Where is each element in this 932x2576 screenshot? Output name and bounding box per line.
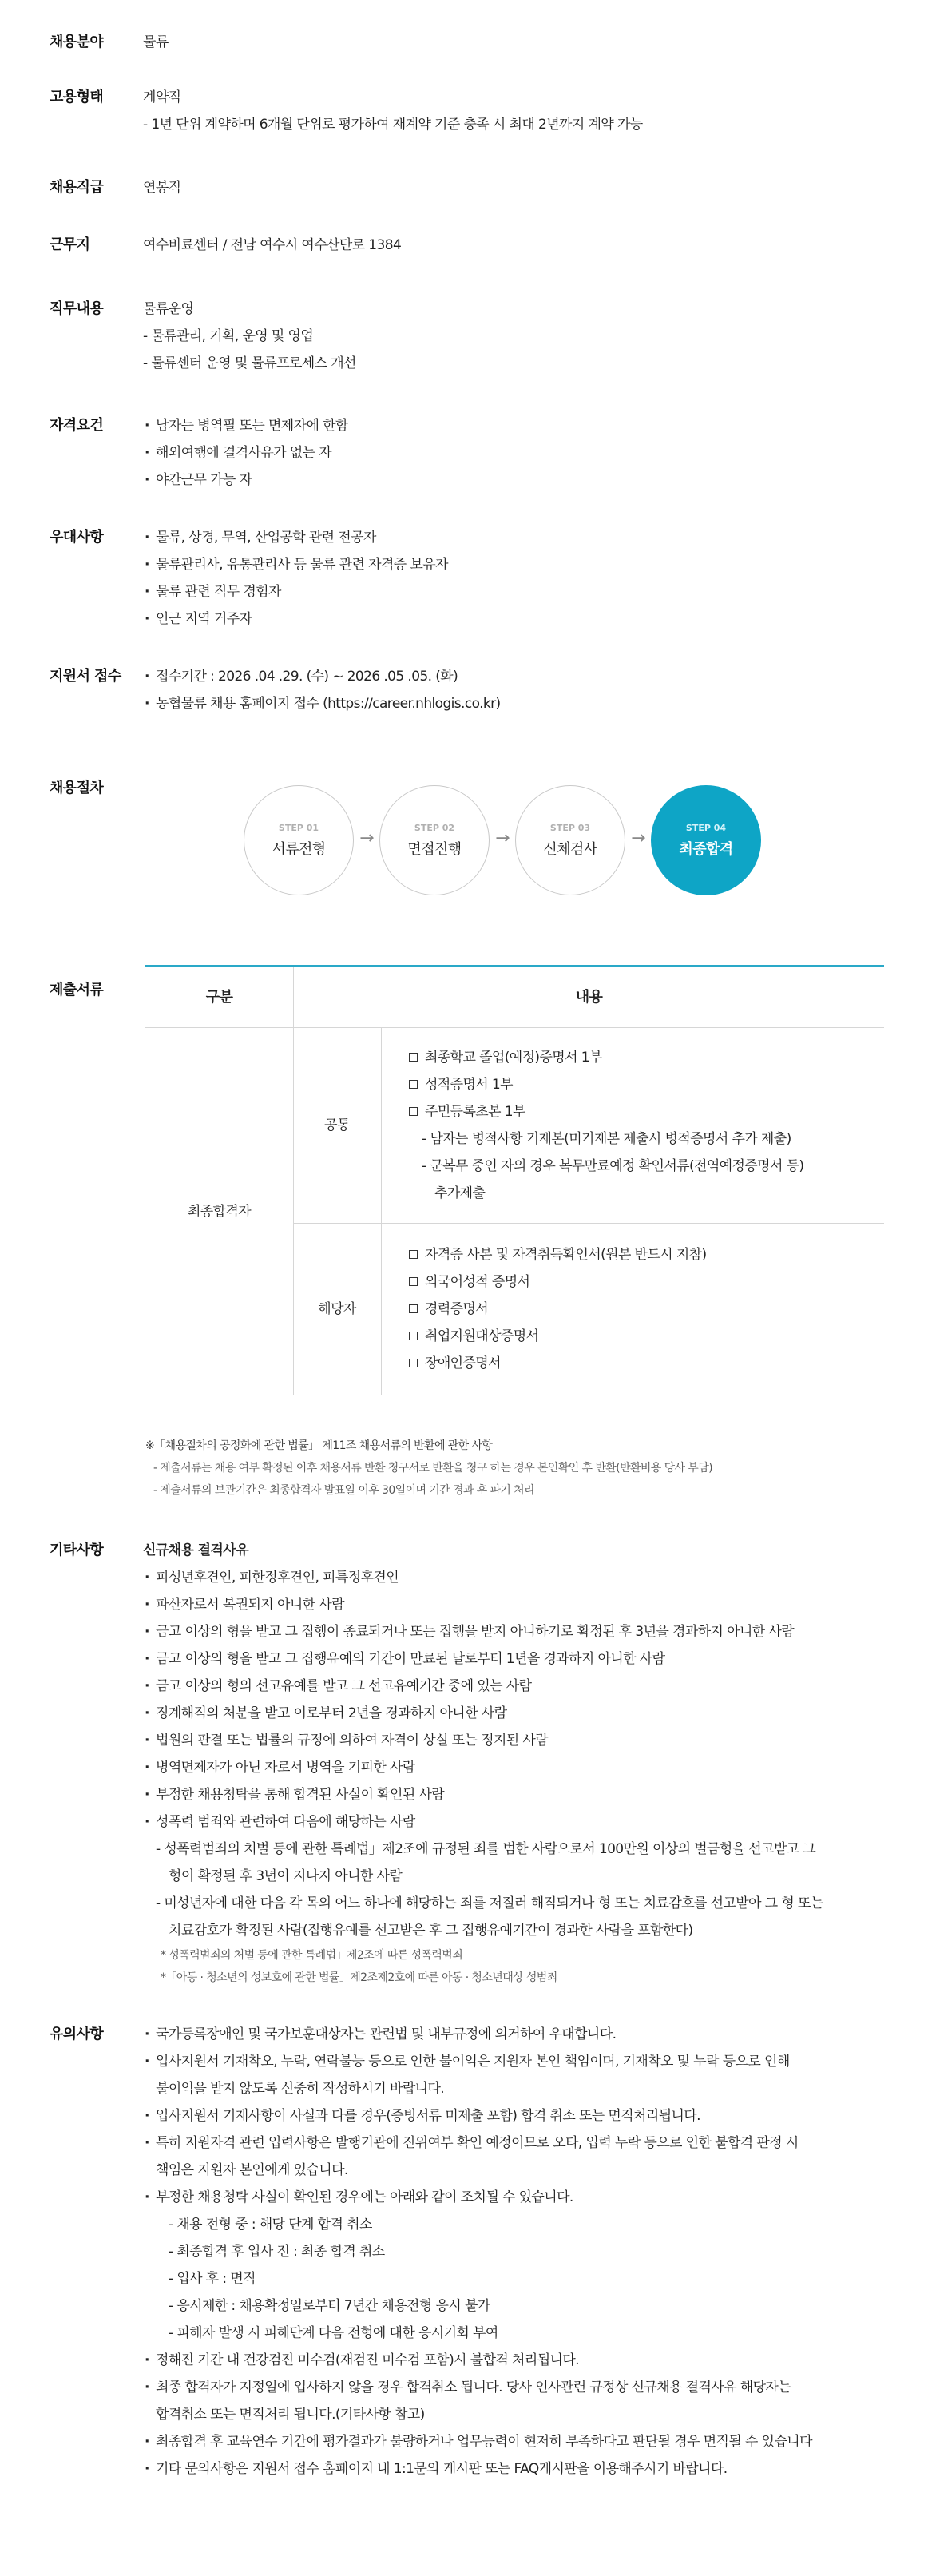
location-value: 여수비료센터 / 전남 여수시 여수산단로 1384	[143, 237, 402, 253]
list-item: · 부정한 채용청탁 사실이 확인된 경우에는 아래와 같이 조치될 수 있습니다.	[143, 2184, 886, 2211]
step-number: STEP 03	[549, 823, 591, 833]
duty-line: - 물류센터 운영 및 물류프로세스 개선	[143, 355, 356, 371]
list-item: · 금고 이상의 형을 받고 그 집행유예의 기간이 만료된 날로부터 1년을 경과하지 아니한 사람	[143, 1645, 886, 1673]
employment-value: 계약직	[143, 89, 181, 105]
step-3	[515, 785, 625, 895]
documents-label: 제출서류	[50, 982, 104, 998]
list-subitem: 형이 확정된 후 3년이 지나지 아니한 사람	[169, 1868, 403, 1884]
list-item: 경력증명서	[409, 1296, 872, 1323]
apply-label: 지원서 접수	[50, 668, 121, 685]
list-item: · 피성년후견인, 피한정후견인, 피특정후견인	[143, 1564, 886, 1591]
qualification-label: 자격요건	[50, 417, 104, 434]
list-subitem: - 성폭력범죄의 처벌 등에 관한 특례법」제2조에 규정된 죄를 범한 사람으로서 100만원 이상의 벌금형을 선고받고 그	[156, 1841, 816, 1857]
list-item: · 입사지원서 기재사항이 사실과 다를 경우(증빙서류 미제출 포함) 합격 취소 또는 면직처리됩니다.	[143, 2102, 886, 2129]
list-subitem: - 채용 전형 중 : 해당 단계 합격 취소	[169, 2217, 372, 2233]
process-steps	[244, 785, 787, 897]
table-body	[145, 1028, 884, 1395]
list-subitem: - 입사 후 : 면직	[169, 2271, 256, 2287]
list-subitem: 불이익을 받지 않도록 신중히 작성하시기 바랍니다.	[156, 2081, 445, 2097]
list-item: 최종학교 졸업(예정)증명서 1부	[409, 1044, 872, 1071]
list-item: · 최종합격 후 교육연수 기간에 평가결과가 불량하거나 업무능력이 현저히 부족하다고 판단될 경우 면직될 수 있습니다	[143, 2428, 886, 2455]
list-item: · 정해진 기간 내 건강검진 미수검(재검진 미수검 포함)시 불합격 처리됩니다.	[143, 2347, 886, 2374]
employment-label: 고용형태	[50, 89, 104, 105]
list-item: 성적증명서 1부	[409, 1071, 872, 1098]
note-line: ※「채용절차의 공정화에 관한 법률」 제11조 채용서류의 반환에 관한 사항	[145, 1439, 493, 1452]
list-subitem: 치료감호가 확정된 사람(집행유예를 선고받은 후 그 집행유예기간이 경과한 사람을 포함한다)	[169, 1923, 693, 1939]
process-label: 채용절차	[50, 780, 104, 796]
duty-value: 물류운영	[143, 301, 194, 317]
checkbox-square-icon	[409, 1332, 418, 1340]
documents-table	[145, 965, 884, 1395]
list-item: · 기타 문의사항은 지원서 접수 홈페이지 내 1:1문의 게시판 또는 FAQ게시판을 이용해주시기 바랍니다.	[143, 2455, 886, 2483]
preference-item: · 물류, 상경, 무역, 산업공학 관련 전공자	[143, 524, 886, 551]
arrow-right-icon: →	[631, 828, 645, 848]
list-item: · 성폭력 범죄와 관련하여 다음에 해당하는 사람	[143, 1808, 886, 1836]
other-title: 신규채용 결격사유	[143, 1542, 248, 1558]
qualification-item: · 야간근무 가능 자	[143, 466, 886, 494]
preference-item: · 물류 관련 직무 경험자	[143, 578, 886, 605]
list-item: · 법원의 판결 또는 법률의 규정에 의하여 자격이 상실 또는 정지된 사람	[143, 1727, 886, 1754]
step-name: 서류전형	[272, 841, 326, 858]
qualification-item: · 해외여행에 결격사유가 없는 자	[143, 439, 886, 466]
list-item: 외국어성적 증명서	[409, 1268, 872, 1296]
step-name: 최종합격	[679, 841, 733, 858]
list-subitem: - 남자는 병적사항 기재본(미기재본 제출시 병적증명서 추가 제출)	[422, 1131, 791, 1147]
arrow-right-icon: →	[359, 828, 374, 848]
list-subitem: - 피해자 발생 시 피해단계 다음 전형에 대한 응시기회 부여	[169, 2325, 498, 2341]
step-number: STEP 04	[685, 823, 727, 833]
list-item: 주민등록초본 1부	[409, 1098, 872, 1125]
apply-period: · 접수기간 : 2026 .04 .29. (수) ~ 2026 .05 .05. (화)	[143, 663, 886, 690]
common-items	[409, 1044, 872, 1207]
step-1	[244, 785, 354, 895]
duty-label: 직무내용	[50, 300, 104, 317]
note-line: - 제출서류의 보관기간은 최종합격자 발표일 이후 30일이며 기간 경과 후 파기 처리	[153, 1484, 534, 1497]
list-item: · 파산자로서 복권되지 아니한 사람	[143, 1591, 886, 1618]
documents-notes	[145, 1435, 884, 1502]
list-subitem: 추가제출	[434, 1185, 486, 1201]
step-name: 신체검사	[543, 841, 597, 858]
step-number: STEP 01	[278, 823, 319, 833]
checkbox-square-icon	[409, 1250, 418, 1259]
checkbox-square-icon	[409, 1053, 418, 1062]
table-header	[145, 967, 884, 1028]
final-applicant-label: 최종합격자	[187, 1204, 252, 1220]
header-content: 내용	[293, 967, 884, 1028]
list-item: · 입사지원서 기재착오, 누락, 연락불능 등으로 인한 불이익은 지원자 본인 책임이며, 기재착오 및 누락 등으로 인해	[143, 2048, 886, 2075]
preference-label: 우대사항	[50, 529, 104, 546]
list-item: 장애인증명서	[409, 1350, 872, 1377]
field-value: 물류	[143, 34, 169, 50]
applicable-label: 해당자	[318, 1301, 356, 1317]
apply-site: · 농협물류 채용 홈페이지 접수 (https://career.nhlogis.co.kr)	[143, 690, 886, 717]
list-item: · 특히 지원자격 관련 입력사항은 발행기관에 진위여부 확인 예정이므로 오타, 입력 누락 등으로 인한 불합격 판정 시	[143, 2129, 886, 2157]
checkbox-square-icon	[409, 1080, 418, 1089]
step-number: STEP 02	[414, 823, 455, 833]
list-item: · 국가등록장애인 및 국가보훈대상자는 관련법 및 내부규정에 의거하여 우대합니다.	[143, 2021, 886, 2048]
list-subitem: - 응시제한 : 채용확정일로부터 7년간 채용전형 응시 불가	[169, 2298, 490, 2314]
list-subitem: - 최종합격 후 입사 전 : 최종 합격 취소	[169, 2244, 385, 2260]
step-2	[379, 785, 490, 895]
checkbox-square-icon	[409, 1304, 418, 1313]
list-item: · 부정한 채용청탁을 통해 합격된 사실이 확인된 사람	[143, 1781, 886, 1808]
checkbox-square-icon	[409, 1107, 418, 1116]
grade-value: 연봉직	[143, 180, 181, 196]
checkbox-square-icon	[409, 1359, 418, 1367]
field-label: 채용분야	[50, 34, 104, 50]
common-label: 공통	[324, 1117, 350, 1133]
header-category: 구분	[205, 989, 233, 1006]
checkbox-square-icon	[409, 1277, 418, 1286]
other-label: 기타사항	[50, 1542, 104, 1558]
duty-line: - 물류관리, 기획, 운영 및 영업	[143, 328, 314, 344]
grade-label: 채용직급	[50, 179, 104, 196]
note-line: * 성폭력범죄의 처벌 등에 관한 특례법」제2조에 따른 성폭력범죄	[161, 1949, 463, 1962]
qualification-item: · 남자는 병역필 또는 면제자에 한함	[143, 412, 886, 439]
list-item: · 징계해직의 처분을 받고 이로부터 2년을 경과하지 아니한 사람	[143, 1700, 886, 1727]
preference-item: · 인근 지역 거주자	[143, 605, 886, 633]
list-item: · 병역면제자가 아닌 자로서 병역을 기피한 사람	[143, 1754, 886, 1781]
employment-detail: - 1년 단위 계약하며 6개월 단위로 평가하여 재계약 기준 충족 시 최대 2년까지 계약 가능	[143, 117, 643, 133]
note-line: - 제출서류는 채용 여부 확정된 이후 채용서류 반환 청구서로 반환을 청구 하는 경우 본인확인 후 반환(반환비용 당사 부담)	[153, 1462, 712, 1475]
list-item: · 금고 이상의 형의 선고유예를 받고 그 선고유예기간 중에 있는 사람	[143, 1673, 886, 1700]
list-subitem: - 미성년자에 대한 다음 각 목의 어느 하나에 해당하는 죄를 저질러 해직되거나 형 또는 치료감호를 선고받아 그 형 또는	[156, 1895, 823, 1911]
arrow-right-icon: →	[495, 828, 510, 848]
list-subitem: - 군복무 중인 자의 경우 복무만료예정 확인서류(전역예정증명서 등)	[422, 1158, 804, 1174]
step-name: 면접진행	[407, 841, 462, 858]
preference-item: · 물류관리사, 유통관리사 등 물류 관련 자격증 보유자	[143, 551, 886, 578]
list-item: 자격증 사본 및 자격취득확인서(원본 반드시 지참)	[409, 1241, 872, 1268]
list-item: 취업지원대상증명서	[409, 1323, 872, 1350]
list-item: · 최종 합격자가 지정일에 입사하지 않을 경우 합격취소 됩니다. 당사 인사관련 규정상 신규채용 결격사유 해당자는	[143, 2374, 886, 2401]
location-label: 근무지	[50, 236, 90, 253]
caution-list	[143, 2021, 886, 2483]
note-line: *「아동 · 청소년의 성보호에 관한 법률」제2조제2호에 따른 아동 · 청소년대상 성범죄	[161, 1971, 557, 1984]
applicable-items	[409, 1241, 872, 1377]
list-subitem: 책임은 지원자 본인에게 있습니다.	[156, 2162, 348, 2178]
step-4-active	[651, 785, 761, 895]
list-subitem: 합격취소 또는 면직처리 됩니다.(기타사항 참고)	[156, 2407, 425, 2423]
caution-label: 유의사항	[50, 2026, 104, 2042]
list-item: · 금고 이상의 형을 받고 그 집행이 종료되거나 또는 집행을 받지 아니하기로 확정된 후 3년을 경과하지 아니한 사람	[143, 1618, 886, 1645]
